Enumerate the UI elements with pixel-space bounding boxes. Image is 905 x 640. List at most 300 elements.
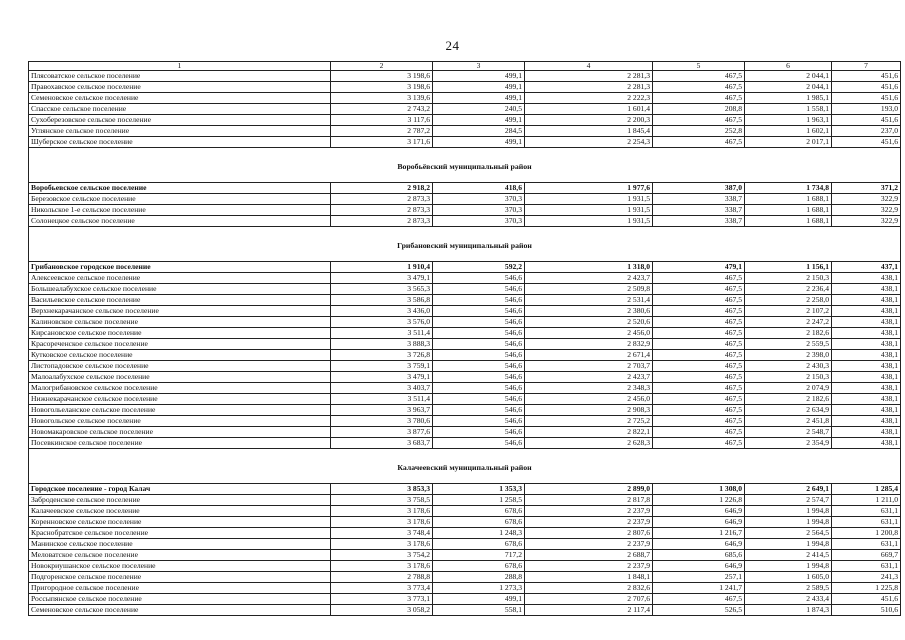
value-cell-col-5: 467,5 <box>653 306 745 317</box>
value-cell-col-4: 2 671,4 <box>525 350 653 361</box>
value-cell-col-2: 3 403,7 <box>331 383 433 394</box>
settlement-name: Кирсановское сельское поселение <box>29 328 331 339</box>
value-cell-col-6: 2 247,2 <box>745 317 832 328</box>
value-cell-col-3: 546,6 <box>433 383 525 394</box>
value-cell-col-4: 2 531,4 <box>525 295 653 306</box>
value-cell-col-4: 1 931,5 <box>525 205 653 216</box>
value-cell-col-7: 451,6 <box>832 71 901 82</box>
value-cell-col-4: 2 281,3 <box>525 71 653 82</box>
table-row <box>29 104 901 115</box>
value-cell-col-2: 2 873,3 <box>331 216 433 227</box>
value-cell-col-4: 2 117,4 <box>525 605 653 616</box>
value-cell-col-7: 241,3 <box>832 572 901 583</box>
table-row <box>29 205 901 216</box>
table-row <box>29 317 901 328</box>
table-row <box>29 394 901 405</box>
value-cell-col-3: 499,1 <box>433 93 525 104</box>
value-cell-col-3: 546,6 <box>433 284 525 295</box>
settlement-name: Правохавское сельское поселение <box>29 82 331 93</box>
value-cell-col-6: 2 430,3 <box>745 361 832 372</box>
value-cell-col-4: 2 628,3 <box>525 438 653 449</box>
value-cell-col-7: 438,1 <box>832 328 901 339</box>
settlement-name: Красореченское сельское поселение <box>29 339 331 350</box>
settlement-name: Пригородное сельское поселение <box>29 583 331 594</box>
settlement-name: Никольское 1-е сельское поселение <box>29 205 331 216</box>
district-title: Грибановский муниципальный район <box>29 227 901 262</box>
value-cell-col-3: 717,2 <box>433 550 525 561</box>
value-cell-col-7: 1 200,8 <box>832 528 901 539</box>
value-cell-col-6: 2 044,1 <box>745 71 832 82</box>
value-cell-col-5: 1 241,7 <box>653 583 745 594</box>
value-cell-col-2: 3 576,0 <box>331 317 433 328</box>
value-cell-col-7: 438,1 <box>832 350 901 361</box>
value-cell-col-6: 1 156,1 <box>745 262 832 273</box>
value-cell-col-5: 646,9 <box>653 539 745 550</box>
value-cell-col-2: 3 511,4 <box>331 328 433 339</box>
value-cell-col-7: 1 225,8 <box>832 583 901 594</box>
value-cell-col-3: 1 273,3 <box>433 583 525 594</box>
value-cell-col-6: 2 548,7 <box>745 427 832 438</box>
value-cell-col-2: 1 910,4 <box>331 262 433 273</box>
value-cell-col-3: 558,1 <box>433 605 525 616</box>
value-cell-col-2: 3 726,8 <box>331 350 433 361</box>
value-cell-col-4: 2 703,7 <box>525 361 653 372</box>
value-cell-col-2: 2 918,2 <box>331 183 433 194</box>
table-row <box>29 350 901 361</box>
value-cell-col-3: 592,2 <box>433 262 525 273</box>
settlement-name: Манинское сельское поселение <box>29 539 331 550</box>
settlement-name: Посевкинское сельское поселение <box>29 438 331 449</box>
settlement-name: Спасское сельское поселение <box>29 104 331 115</box>
value-cell-col-2: 3 178,6 <box>331 506 433 517</box>
value-cell-col-3: 546,6 <box>433 372 525 383</box>
value-cell-col-7: 322,9 <box>832 216 901 227</box>
value-cell-col-6: 2 182,6 <box>745 394 832 405</box>
value-cell-col-3: 678,6 <box>433 539 525 550</box>
value-cell-col-6: 1 994,8 <box>745 561 832 572</box>
value-cell-col-5: 338,7 <box>653 194 745 205</box>
value-cell-col-3: 546,6 <box>433 295 525 306</box>
value-cell-col-4: 2 348,3 <box>525 383 653 394</box>
value-cell-col-3: 678,6 <box>433 561 525 572</box>
value-cell-col-5: 467,5 <box>653 328 745 339</box>
value-cell-col-6: 2 044,1 <box>745 82 832 93</box>
value-cell-col-4: 2 822,1 <box>525 427 653 438</box>
value-cell-col-2: 3 565,3 <box>331 284 433 295</box>
value-cell-col-6: 2 398,0 <box>745 350 832 361</box>
settlement-name: Новогольеланское сельское поселение <box>29 405 331 416</box>
table-row <box>29 126 901 137</box>
settlement-name: Калачеевское сельское поселение <box>29 506 331 517</box>
value-cell-col-5: 467,5 <box>653 71 745 82</box>
value-cell-col-7: 438,1 <box>832 284 901 295</box>
value-cell-col-7: 438,1 <box>832 416 901 427</box>
value-cell-col-5: 479,1 <box>653 262 745 273</box>
settlement-name: Россыпянское сельское поселение <box>29 594 331 605</box>
value-cell-col-6: 2 649,1 <box>745 484 832 495</box>
value-cell-col-3: 370,3 <box>433 194 525 205</box>
value-cell-col-5: 387,0 <box>653 183 745 194</box>
column-number-3: 3 <box>433 62 525 71</box>
value-cell-col-5: 467,5 <box>653 405 745 416</box>
value-cell-col-7: 451,6 <box>832 82 901 93</box>
value-cell-col-7: 669,7 <box>832 550 901 561</box>
value-cell-col-2: 3 586,8 <box>331 295 433 306</box>
value-cell-col-3: 546,6 <box>433 416 525 427</box>
value-cell-col-5: 467,5 <box>653 284 745 295</box>
value-cell-col-2: 3 178,6 <box>331 539 433 550</box>
value-cell-col-7: 438,1 <box>832 372 901 383</box>
value-cell-col-7: 438,1 <box>832 339 901 350</box>
value-cell-col-7: 438,1 <box>832 361 901 372</box>
value-cell-col-7: 437,1 <box>832 262 901 273</box>
value-cell-col-7: 438,1 <box>832 405 901 416</box>
value-cell-col-5: 467,5 <box>653 137 745 148</box>
value-cell-col-7: 237,0 <box>832 126 901 137</box>
settlement-name: Семеновское сельское поселение <box>29 605 331 616</box>
table-body <box>29 71 901 616</box>
value-cell-col-6: 1 688,1 <box>745 194 832 205</box>
table-row <box>29 183 901 194</box>
value-cell-col-2: 3 773,4 <box>331 583 433 594</box>
table-row <box>29 572 901 583</box>
table-row <box>29 561 901 572</box>
value-cell-col-2: 3 198,6 <box>331 71 433 82</box>
value-cell-col-2: 2 787,2 <box>331 126 433 137</box>
value-cell-col-2: 3 780,6 <box>331 416 433 427</box>
table-row <box>29 194 901 205</box>
value-cell-col-7: 438,1 <box>832 295 901 306</box>
value-cell-col-4: 2 832,9 <box>525 339 653 350</box>
settlement-name: Калиновское сельское поселение <box>29 317 331 328</box>
column-number-1: 1 <box>29 62 331 71</box>
value-cell-col-3: 499,1 <box>433 82 525 93</box>
value-cell-col-4: 1 931,5 <box>525 194 653 205</box>
value-cell-col-4: 2 237,9 <box>525 506 653 517</box>
settlement-name: Углянское сельское поселение <box>29 126 331 137</box>
table-row <box>29 405 901 416</box>
value-cell-col-3: 499,1 <box>433 71 525 82</box>
value-cell-col-2: 3 058,2 <box>331 605 433 616</box>
value-cell-col-6: 2 574,7 <box>745 495 832 506</box>
table-row <box>29 361 901 372</box>
value-cell-col-4: 2 237,9 <box>525 561 653 572</box>
page-number: 24 <box>445 38 460 53</box>
value-cell-col-3: 499,1 <box>433 594 525 605</box>
value-cell-col-5: 467,5 <box>653 383 745 394</box>
value-cell-col-7: 1 285,4 <box>832 484 901 495</box>
value-cell-col-3: 546,6 <box>433 350 525 361</box>
value-cell-col-3: 546,6 <box>433 273 525 284</box>
value-cell-col-7: 322,9 <box>832 205 901 216</box>
value-cell-col-6: 1 994,8 <box>745 517 832 528</box>
value-cell-col-5: 208,8 <box>653 104 745 115</box>
value-cell-col-4: 2 237,9 <box>525 517 653 528</box>
settlement-name: Сухоберезовское сельское поселение <box>29 115 331 126</box>
value-cell-col-4: 2 520,6 <box>525 317 653 328</box>
value-cell-col-2: 3 963,7 <box>331 405 433 416</box>
value-cell-col-5: 467,5 <box>653 273 745 284</box>
value-cell-col-3: 678,6 <box>433 506 525 517</box>
table-row <box>29 528 901 539</box>
settlement-name: Солонецкое сельское поселение <box>29 216 331 227</box>
value-cell-col-2: 2 873,3 <box>331 205 433 216</box>
value-cell-col-6: 2 107,2 <box>745 306 832 317</box>
value-cell-col-6: 2 564,5 <box>745 528 832 539</box>
value-cell-col-2: 3 436,0 <box>331 306 433 317</box>
value-cell-col-2: 2 873,3 <box>331 194 433 205</box>
table-row <box>29 594 901 605</box>
value-cell-col-6: 2 451,8 <box>745 416 832 427</box>
value-cell-col-4: 2 817,8 <box>525 495 653 506</box>
value-cell-col-7: 438,1 <box>832 383 901 394</box>
value-cell-col-5: 646,9 <box>653 561 745 572</box>
value-cell-col-3: 240,5 <box>433 104 525 115</box>
table-row <box>29 506 901 517</box>
value-cell-col-4: 2 237,9 <box>525 539 653 550</box>
value-cell-col-7: 438,1 <box>832 438 901 449</box>
table-row <box>29 216 901 227</box>
settlement-name: Малогрибановское сельское поселение <box>29 383 331 394</box>
value-cell-col-7: 193,0 <box>832 104 901 115</box>
value-cell-col-5: 1 216,7 <box>653 528 745 539</box>
value-cell-col-3: 1 353,3 <box>433 484 525 495</box>
table-row <box>29 328 901 339</box>
value-cell-col-2: 3 683,7 <box>331 438 433 449</box>
table-row <box>29 82 901 93</box>
value-cell-col-2: 3 198,6 <box>331 82 433 93</box>
settlement-name: Кутковское сельское поселение <box>29 350 331 361</box>
district-section-row <box>29 449 901 484</box>
value-cell-col-4: 2 725,2 <box>525 416 653 427</box>
value-cell-col-6: 1 994,8 <box>745 539 832 550</box>
value-cell-col-4: 2 456,0 <box>525 394 653 405</box>
settlement-name: Большеалабухское сельское поселение <box>29 284 331 295</box>
value-cell-col-4: 1 601,4 <box>525 104 653 115</box>
settlement-name: Грибановское городское поселение <box>29 262 331 273</box>
value-cell-col-5: 467,5 <box>653 427 745 438</box>
value-cell-col-3: 1 258,5 <box>433 495 525 506</box>
value-cell-col-5: 1 226,8 <box>653 495 745 506</box>
value-cell-col-5: 467,5 <box>653 93 745 104</box>
value-cell-col-4: 1 318,0 <box>525 262 653 273</box>
value-cell-col-7: 631,1 <box>832 517 901 528</box>
settlement-name: Листопадовское сельское поселение <box>29 361 331 372</box>
value-cell-col-2: 2 743,2 <box>331 104 433 115</box>
value-cell-col-2: 3 888,3 <box>331 339 433 350</box>
value-cell-col-7: 631,1 <box>832 561 901 572</box>
value-cell-col-6: 1 734,8 <box>745 183 832 194</box>
value-cell-col-7: 451,6 <box>832 137 901 148</box>
value-cell-col-2: 3 754,2 <box>331 550 433 561</box>
value-cell-col-5: 338,7 <box>653 205 745 216</box>
district-section-row <box>29 148 901 183</box>
table-row <box>29 427 901 438</box>
value-cell-col-4: 2 380,6 <box>525 306 653 317</box>
value-cell-col-3: 546,6 <box>433 306 525 317</box>
value-cell-col-5: 467,5 <box>653 438 745 449</box>
value-cell-col-4: 2 200,3 <box>525 115 653 126</box>
column-number-2: 2 <box>331 62 433 71</box>
value-cell-col-4: 2 832,6 <box>525 583 653 594</box>
settlement-name: Шуберское сельское поселение <box>29 137 331 148</box>
value-cell-col-2: 3 117,6 <box>331 115 433 126</box>
value-cell-col-6: 2 017,1 <box>745 137 832 148</box>
value-cell-col-4: 1 931,5 <box>525 216 653 227</box>
value-cell-col-7: 1 211,0 <box>832 495 901 506</box>
value-cell-col-7: 451,6 <box>832 115 901 126</box>
table-row <box>29 383 901 394</box>
value-cell-col-6: 1 602,1 <box>745 126 832 137</box>
value-cell-col-3: 499,1 <box>433 137 525 148</box>
value-cell-col-7: 438,1 <box>832 306 901 317</box>
value-cell-col-3: 418,6 <box>433 183 525 194</box>
value-cell-col-6: 2 150,3 <box>745 372 832 383</box>
table-row <box>29 539 901 550</box>
value-cell-col-5: 252,8 <box>653 126 745 137</box>
settlement-name: Васильевское сельское поселение <box>29 295 331 306</box>
value-cell-col-5: 646,9 <box>653 506 745 517</box>
settlement-name: Семеновское сельское поселение <box>29 93 331 104</box>
value-cell-col-4: 2 222,3 <box>525 93 653 104</box>
table-row <box>29 583 901 594</box>
value-cell-col-2: 3 139,6 <box>331 93 433 104</box>
value-cell-col-6: 2 074,9 <box>745 383 832 394</box>
value-cell-col-2: 3 511,4 <box>331 394 433 405</box>
value-cell-col-4: 2 509,8 <box>525 284 653 295</box>
value-cell-col-7: 510,6 <box>832 605 901 616</box>
value-cell-col-6: 2 414,5 <box>745 550 832 561</box>
value-cell-col-2: 3 171,6 <box>331 137 433 148</box>
value-cell-col-7: 631,1 <box>832 506 901 517</box>
value-cell-col-6: 2 182,6 <box>745 328 832 339</box>
column-number-5: 5 <box>653 62 745 71</box>
table-row <box>29 550 901 561</box>
value-cell-col-6: 2 559,5 <box>745 339 832 350</box>
value-cell-col-5: 467,5 <box>653 317 745 328</box>
table-row <box>29 284 901 295</box>
table-row <box>29 517 901 528</box>
table-row <box>29 416 901 427</box>
value-cell-col-2: 3 773,1 <box>331 594 433 605</box>
value-cell-col-4: 1 977,6 <box>525 183 653 194</box>
table-row <box>29 495 901 506</box>
value-cell-col-5: 338,7 <box>653 216 745 227</box>
value-cell-col-5: 467,5 <box>653 339 745 350</box>
settlement-name: Подгоренское сельское поселение <box>29 572 331 583</box>
value-cell-col-7: 451,6 <box>832 594 901 605</box>
settlement-name: Заброденское сельское поселение <box>29 495 331 506</box>
value-cell-col-5: 526,5 <box>653 605 745 616</box>
value-cell-col-6: 1 985,1 <box>745 93 832 104</box>
table-row <box>29 137 901 148</box>
value-cell-col-5: 467,5 <box>653 82 745 93</box>
value-cell-col-6: 2 433,4 <box>745 594 832 605</box>
value-cell-col-2: 3 479,1 <box>331 372 433 383</box>
value-cell-col-5: 1 308,0 <box>653 484 745 495</box>
value-cell-col-2: 3 877,6 <box>331 427 433 438</box>
settlement-name: Новомакаровское сельское поселение <box>29 427 331 438</box>
value-cell-col-2: 3 178,6 <box>331 517 433 528</box>
value-cell-col-7: 631,1 <box>832 539 901 550</box>
value-cell-col-3: 546,6 <box>433 394 525 405</box>
table-row <box>29 306 901 317</box>
value-cell-col-5: 257,1 <box>653 572 745 583</box>
value-cell-col-6: 1 963,1 <box>745 115 832 126</box>
value-cell-col-2: 3 758,5 <box>331 495 433 506</box>
value-cell-col-7: 451,6 <box>832 93 901 104</box>
value-cell-col-7: 438,1 <box>832 317 901 328</box>
value-cell-col-3: 546,6 <box>433 328 525 339</box>
value-cell-col-5: 467,5 <box>653 372 745 383</box>
district-section-row <box>29 227 901 262</box>
value-cell-col-3: 288,8 <box>433 572 525 583</box>
table-row <box>29 372 901 383</box>
settlement-name: Меловатское сельское поселение <box>29 550 331 561</box>
district-title: Воробьёвский муниципальный район <box>29 148 901 183</box>
settlement-name: Краснобратское сельское поселение <box>29 528 331 539</box>
value-cell-col-6: 2 258,0 <box>745 295 832 306</box>
table-row <box>29 295 901 306</box>
settlement-name: Воробьевское сельское поселение <box>29 183 331 194</box>
value-cell-col-5: 646,9 <box>653 517 745 528</box>
value-cell-col-6: 1 994,8 <box>745 506 832 517</box>
value-cell-col-3: 546,6 <box>433 339 525 350</box>
value-cell-col-3: 546,6 <box>433 438 525 449</box>
value-cell-col-4: 1 845,4 <box>525 126 653 137</box>
value-cell-col-3: 284,5 <box>433 126 525 137</box>
table-row <box>29 262 901 273</box>
value-cell-col-4: 2 908,3 <box>525 405 653 416</box>
value-cell-col-5: 467,5 <box>653 350 745 361</box>
value-cell-col-2: 2 788,8 <box>331 572 433 583</box>
table-row <box>29 273 901 284</box>
value-cell-col-7: 371,2 <box>832 183 901 194</box>
settlement-name: Алексеевское сельское поселение <box>29 273 331 284</box>
value-cell-col-3: 370,3 <box>433 205 525 216</box>
value-cell-col-6: 2 236,4 <box>745 284 832 295</box>
value-cell-col-6: 2 150,3 <box>745 273 832 284</box>
settlement-name: Новогольское сельское поселение <box>29 416 331 427</box>
value-cell-col-2: 3 748,4 <box>331 528 433 539</box>
settlement-name: Березовское сельское поселение <box>29 194 331 205</box>
table-row <box>29 438 901 449</box>
value-cell-col-4: 2 456,0 <box>525 328 653 339</box>
value-cell-col-7: 438,1 <box>832 273 901 284</box>
value-cell-col-4: 2 899,0 <box>525 484 653 495</box>
value-cell-col-7: 438,1 <box>832 427 901 438</box>
table-row <box>29 71 901 82</box>
value-cell-col-4: 1 848,1 <box>525 572 653 583</box>
value-cell-col-6: 2 634,9 <box>745 405 832 416</box>
settlement-name: Городское поселение - город Калач <box>29 484 331 495</box>
column-number-row <box>29 62 901 71</box>
value-cell-col-4: 2 281,3 <box>525 82 653 93</box>
value-cell-col-4: 2 254,3 <box>525 137 653 148</box>
value-cell-col-2: 3 479,1 <box>331 273 433 284</box>
value-cell-col-6: 1 688,1 <box>745 216 832 227</box>
value-cell-col-3: 546,6 <box>433 405 525 416</box>
budget-table <box>28 61 901 616</box>
value-cell-col-3: 546,6 <box>433 427 525 438</box>
value-cell-col-7: 322,9 <box>832 194 901 205</box>
value-cell-col-4: 2 423,7 <box>525 273 653 284</box>
value-cell-col-7: 438,1 <box>832 394 901 405</box>
value-cell-col-3: 546,6 <box>433 317 525 328</box>
value-cell-col-3: 499,1 <box>433 115 525 126</box>
settlement-name: Плясоватское сельское поселение <box>29 71 331 82</box>
value-cell-col-5: 467,5 <box>653 394 745 405</box>
